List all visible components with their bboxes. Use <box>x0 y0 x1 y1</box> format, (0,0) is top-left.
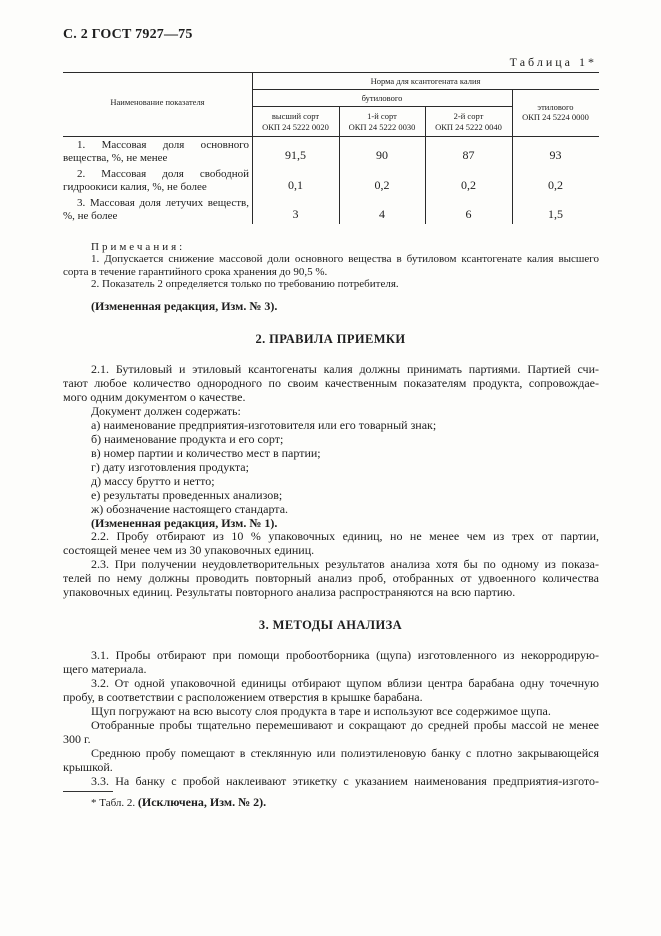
paragraph: 2.3. При получении неудовлетворительных результатов анализа хотя бы по одному из показа- <box>91 557 599 571</box>
table-cell: 87 <box>462 148 475 162</box>
edit-note: (Измененная редакция, Изм. № 3). <box>91 299 278 313</box>
column-header-norm: Норма для ксантогената калия <box>370 76 481 86</box>
paragraph: 2.1. Бутиловый и этиловый ксантогенаты калия должны принимать партиями. Партией счи- <box>91 362 599 376</box>
list-item: г) дату изготовления продукта; <box>91 460 249 474</box>
table-cell: 6 <box>465 207 472 221</box>
column-header-butyl: бутилового <box>361 93 403 103</box>
list-item: д) массу брутто и нетто; <box>91 474 215 488</box>
paragraph: 3.2. От одной упаковочной единицы отбирают щупом вблизи центра барабана одну точечную <box>91 676 599 690</box>
edit-note: (Измененная редакция, Изм. № 1). <box>91 516 278 530</box>
note-1-cont: сорта в течение гарантийного срока хранения до 90,5 %. <box>63 266 328 278</box>
paragraph: Щуп погружают на всю высоту слоя продукта в таре и используют все содержимое щупа. <box>91 704 551 718</box>
table-caption: Таблица 1* <box>509 55 597 69</box>
table-cell: 91,5 <box>285 148 306 162</box>
table-cell: 0,2 <box>374 178 390 192</box>
paragraph: пробу, в соответствии с расположением отверстия в крышке барабана. <box>63 690 423 704</box>
page-header: С. 2 ГОСТ 7927—75 <box>63 27 193 42</box>
paragraph: тают любое количество однородного по своим качественным показателям продукта, сопровождае- <box>63 376 599 390</box>
grade-first-okp: ОКП 24 5222 0030 <box>348 122 416 132</box>
paragraph: щего материала. <box>63 662 147 676</box>
paragraph: мого одним документом о качестве. <box>63 390 246 404</box>
table-cell: 1,5 <box>548 207 563 221</box>
table-cell: 4 <box>379 207 385 221</box>
paragraph: 3.1. Пробы отбирают при помощи пробоотборника (щупа) изготовленного из некорродирую- <box>91 648 599 662</box>
table-cell: 0,2 <box>548 178 563 192</box>
grade-second-okp: ОКП 24 5222 0040 <box>435 122 502 132</box>
table-row-label: 1. Массовая доля основного вещества, %, не менее <box>63 139 249 164</box>
column-header-name: Наименование показателя <box>110 97 205 107</box>
grade-premium: высший сорт <box>271 111 320 121</box>
table-cell: 90 <box>376 148 388 162</box>
table-cell: 93 <box>549 148 562 162</box>
table-row-label: 2. Массовая доля свободной гидроокиси калия, %, не более <box>63 168 249 193</box>
list-item: а) наименование предприятия-изготовителя или его товарный знак; <box>91 418 437 432</box>
table-row-label: 3. Массовая доля летучих веществ, %, не более <box>63 197 249 222</box>
paragraph: крышкой. <box>63 760 113 774</box>
norms-table <box>63 72 599 224</box>
notes-title: Примечания: <box>91 241 186 253</box>
grade-first: 1-й сорт <box>367 111 397 121</box>
paragraph: 300 г. <box>63 732 91 746</box>
paragraph: 2.2. Пробу отбирают из 10 % упаковочных единиц, но не менее чем из трех от партии, <box>91 529 599 543</box>
list-item: ж) обозначение настоящего стандарта. <box>91 502 289 516</box>
paragraph: Документ должен содержать: <box>91 404 241 418</box>
paragraph: 3.3. На банку с пробой наклеивают этикетку с указанием наименования предприятия-изгото- <box>91 774 599 788</box>
table-cell: 0,2 <box>461 178 476 192</box>
paragraph: упаковочных единиц. Результаты повторного анализа распространяются на всю партию. <box>63 585 516 599</box>
table-cell: 0,1 <box>288 178 303 192</box>
note-2: 2. Показатель 2 определяется только по требованию потребителя. <box>91 278 399 290</box>
footnote-divider <box>63 791 113 792</box>
list-item: б) наименование продукта и его сорт; <box>91 432 284 446</box>
paragraph: состоящей менее чем из 30 упаковочных единиц. <box>63 543 315 557</box>
grade-second: 2-й сорт <box>453 111 484 121</box>
column-header-ethyl-okp: ОКП 24 5224 0000 <box>522 112 589 122</box>
table-cell: 3 <box>292 207 299 221</box>
list-item: е) результаты проведенных анализов; <box>91 488 283 502</box>
section-title: 2. ПРАВИЛА ПРИЕМКИ <box>255 332 406 346</box>
list-item: в) номер партии и количество мест в партии; <box>91 446 321 460</box>
paragraph: Отобранные пробы тщательно перемешивают и сокращают до средней пробы массой не менее <box>91 718 599 732</box>
note-1: 1. Допускается снижение массовой доли основного вещества в бутиловом ксантогенате калия высшего <box>91 253 599 265</box>
footnote: * Табл. 2. (Исключена, Изм. № 2). <box>91 795 267 809</box>
paragraph: Среднюю пробу помещают в стеклянную или полиэтиленовую банку с плотно закрывающейся <box>91 746 599 760</box>
section-title: 3. МЕТОДЫ АНАЛИЗА <box>258 618 403 632</box>
column-header-ethyl: этилового <box>537 102 574 112</box>
grade-premium-okp: ОКП 24 5222 0020 <box>262 122 329 132</box>
paragraph: телей по нему должны проводить повторный анализ проб, отобранных от удвоенного количества <box>63 571 599 585</box>
